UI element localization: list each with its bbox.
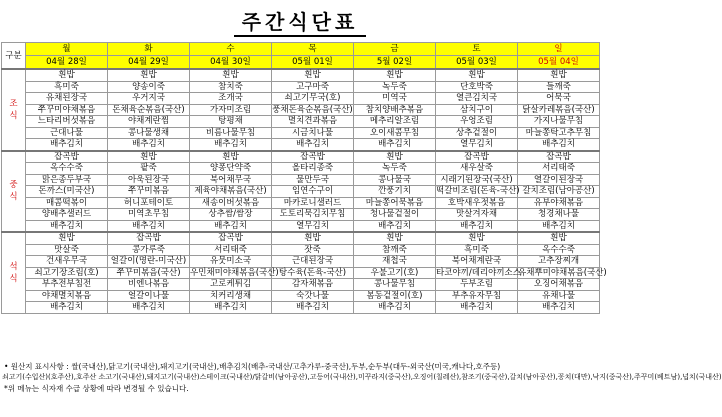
menu-item: 호박새우젓볶음 [436, 197, 518, 209]
menu-row [2, 256, 600, 268]
menu-item: 미역초무침 [108, 209, 190, 221]
menu-item: 감자채볶음 [272, 279, 354, 291]
menu-item: 흑미죽 [436, 244, 518, 256]
day-name: 화 [108, 43, 190, 56]
menu-item: 두부조림 [436, 279, 518, 291]
menu-item: 잡곡밥 [518, 151, 600, 163]
menu-item: 콩나물국 [354, 174, 436, 186]
menu-item: 팥죽 [108, 163, 190, 175]
menu-item: 청나물겉절이 [354, 209, 436, 221]
menu-row [2, 232, 600, 244]
menu-item: 배추김치 [436, 302, 518, 314]
page-title [0, 6, 600, 34]
menu-row [2, 69, 600, 81]
menu-item: 흰밥 [108, 69, 190, 81]
menu-row [2, 163, 600, 175]
menu-item: 조개국 [190, 93, 272, 105]
menu-item: 녹두죽 [354, 163, 436, 175]
menu-item: 야채계란찜 [108, 116, 190, 128]
menu-item: 매콤떡볶이 [26, 197, 108, 209]
menu-item: 쇠고기장조림(호) [26, 267, 108, 279]
menu-item: 옥수수죽 [518, 244, 600, 256]
menu-item: 쭈꾸미볶음(국산) [108, 267, 190, 279]
menu-item: 흰밥 [518, 69, 600, 81]
menu-item: 흰밥 [190, 69, 272, 81]
menu-item: 돈까스(미국산) [26, 186, 108, 198]
menu-item: 탕수육(돈육-국산) [272, 267, 354, 279]
menu-item: 메추리알조림 [354, 116, 436, 128]
menu-row [2, 116, 600, 128]
origin-note: • 원산지 표시사항 : 쌀(국내산),닭고기(국내산),돼지고기(국내산),배추김치(배추-국내산/고추가루-중국산),두부,순두부(대두-외국산(미국,캐나다,호주등) [4, 362, 501, 371]
menu-row [2, 302, 600, 314]
menu-item: 새송이버섯볶음 [190, 197, 272, 209]
menu-row [2, 174, 600, 186]
menu-item: 부추유자무침 [436, 290, 518, 302]
menu-item: 열무김치 [272, 220, 354, 232]
menu-item: 들깨죽 [518, 81, 600, 93]
menu-item: 배추김치 [436, 220, 518, 232]
day-date: 04월 28일 [26, 56, 108, 70]
menu-item: 배추김치 [26, 139, 108, 151]
menu-item: 북어채무국 [190, 174, 272, 186]
menu-row [2, 104, 600, 116]
menu-row [2, 139, 600, 151]
menu-item: 새우살죽 [436, 163, 518, 175]
menu-item: 마늘쫑어묵볶음 [354, 197, 436, 209]
menu-item: 흰밥 [272, 232, 354, 244]
menu-row [2, 186, 600, 198]
menu-item: 건새우무국 [26, 256, 108, 268]
meal-label-text: 조식 [9, 98, 18, 121]
menu-item: 서리태죽 [190, 244, 272, 256]
menu-item: 근대된장국 [272, 256, 354, 268]
menu-item: 배추김치 [190, 139, 272, 151]
menu-item: 양퐁단약죽 [190, 163, 272, 175]
weekly-menu-table [1, 42, 607, 314]
menu-row [2, 267, 600, 279]
menu-row [2, 197, 600, 209]
day-date: 05월 01일 [272, 56, 354, 70]
menu-item: 시금치나물 [272, 127, 354, 139]
menu-item: 흰밥 [108, 151, 190, 163]
menu-item: 치커리생채 [190, 290, 272, 302]
menu-item: 닭살카레볶음(국산) [518, 104, 600, 116]
menu-item: 우거지국 [108, 93, 190, 105]
day-date: 04월 29일 [108, 56, 190, 70]
menu-item: 흰밥 [436, 232, 518, 244]
meal-label [2, 69, 26, 151]
menu-item: 흰밥 [26, 69, 108, 81]
menu-item: 배추김치 [26, 220, 108, 232]
menu-item: 타코야끼/데리야끼소스 [436, 267, 521, 278]
menu-row [2, 127, 600, 139]
menu-item: 청경채나물 [518, 209, 600, 221]
menu-row [2, 220, 600, 232]
menu-item: 잡곡밥 [26, 151, 108, 163]
menu-item: 잡곡밥 [108, 232, 190, 244]
meal-label [2, 232, 26, 313]
menu-item: 봄동겉절이(호) [354, 290, 436, 302]
menu-item: 배추김치 [354, 302, 436, 314]
menu-item: 열갈이된장국 [518, 174, 600, 186]
menu-item: 숙갓나물 [272, 290, 354, 302]
day-date: 05월 03일 [436, 56, 518, 70]
menu-item: 흰밥 [354, 232, 436, 244]
menu-item: 얼갈이(명란-미국산) [108, 256, 190, 268]
menu-item: 양배추샐러드 [26, 209, 108, 221]
menu-item: 흰밥 [518, 232, 600, 244]
change-notice: *위 메뉴는 식자재 수급 상황에 따라 변경될 수 있습니다. [4, 384, 189, 393]
menu-item: 배추김치 [26, 302, 108, 314]
menu-item: 참깨죽 [354, 244, 436, 256]
menu-item: 근대나물 [26, 127, 108, 139]
menu-item: 콩가루죽 [108, 244, 190, 256]
menu-item: 열무김치 [436, 139, 518, 151]
day-date: 05월 04일 [518, 56, 600, 70]
menu-row [2, 244, 600, 256]
day-name: 일 [518, 43, 600, 56]
menu-item: 상추겉절이 [436, 127, 518, 139]
menu-item: 제육야채볶음(국산) [190, 186, 272, 198]
meal-label-text: 중식 [9, 180, 18, 203]
menu-item: 오징어채볶음 [518, 279, 600, 291]
date-row [2, 56, 600, 70]
menu-item: 임연수구이 [272, 186, 354, 198]
menu-item: 콩나물생채 [108, 127, 190, 139]
menu-item: 맛살겨자채 [436, 209, 518, 221]
menu-item: 흰밥 [354, 151, 436, 163]
menu-item: 어묵국 [518, 93, 600, 105]
menu-item: 흰밥 [26, 232, 108, 244]
menu-item: 마늘쫑탁고추무침 [518, 127, 600, 139]
menu-item: 배추김치 [272, 302, 354, 314]
menu-item: 배추김치 [354, 220, 436, 232]
menu-row [2, 290, 600, 302]
menu-item: 야채멸치볶음 [26, 290, 108, 302]
menu-item: 잡곡밥 [190, 232, 272, 244]
menu-item: 깐풍기치 [354, 186, 436, 198]
menu-item: 배추김치 [108, 139, 190, 151]
menu-item: 올타리종죽 [272, 163, 354, 175]
menu-item: 참치양배추볶음 [354, 104, 436, 116]
menu-item: 얼갈이나물 [108, 290, 190, 302]
menu-item: 배추김치 [190, 220, 272, 232]
menu-item: 서리태죽 [518, 163, 600, 175]
menu-item: 흰밥 [436, 69, 518, 81]
page-title-text: 주간식단표 [234, 10, 367, 37]
menu-item: 흰밥 [190, 151, 272, 163]
menu-item: 우엉조림 [436, 116, 518, 128]
menu-item: 가자미조림 [190, 104, 272, 116]
menu-item: 배추김치 [518, 220, 600, 232]
menu-item: 허니포테이토 [108, 197, 190, 209]
menu-item: 상추쌈/쌈장 [190, 209, 272, 221]
menu-item: 흰밥 [354, 69, 436, 81]
day-name-row [2, 43, 600, 56]
day-name: 금 [354, 43, 436, 56]
column-header-label: 구분 [2, 43, 26, 70]
menu-item: 유부야채볶음 [518, 197, 600, 209]
menu-item: 가지나물무침 [518, 116, 600, 128]
menu-item: 풍채돈육순볶음(국산) [272, 104, 353, 115]
menu-item: 배추김치 [354, 139, 436, 151]
menu-item: 쭈꾸미볶음 [108, 186, 190, 198]
notes-section [0, 361, 722, 394]
menu-item: 흰밥 [272, 69, 354, 81]
day-name: 토 [436, 43, 518, 56]
meal-label-text: 석식 [9, 261, 18, 284]
menu-item: 삼치구이 [436, 104, 518, 116]
menu-item: 흑미죽 [26, 81, 108, 93]
menu-item: 쭈꾸미야채볶음 [26, 104, 108, 116]
menu-item: 단호박죽 [436, 81, 518, 93]
menu-item: 멸치견과볶음 [272, 116, 354, 128]
menu-item: 도토리묵김치무침 [272, 209, 354, 221]
menu-item: 느타리버섯볶음 [26, 116, 108, 128]
menu-item: 아욱된장국 [108, 174, 190, 186]
menu-item: 떡갈비조림(돈육-국산) [436, 186, 520, 196]
menu-item: 마카로니샐러드 [272, 197, 354, 209]
menu-item: 미역국 [354, 93, 436, 105]
origin-detail-note: 쇠고기(수입산)(호주산),호주산 소고기(국내산),돼지고기(국내산)스테이크(국내산)/닭갈비(남아공산),고등어(국내산),미꾸라지(중국산),오징어(칠레산),참조기(중국산),갈치(남아공산),꽁치(대만),낙지(중국산),주꾸미(베트남),넙치(국내산) [2, 373, 722, 381]
menu-item: 유채된장국 [26, 93, 108, 105]
menu-item: 우민채미야채볶음(국산) [190, 267, 279, 278]
menu-item: 고로케튀김 [190, 279, 272, 291]
menu-item: 녹두죽 [354, 81, 436, 93]
menu-item: 잡곡밥 [272, 151, 354, 163]
menu-item: 배추김치 [108, 302, 190, 314]
menu-item: 물만두국 [272, 174, 354, 186]
menu-item: 오이새콤무침 [354, 127, 436, 139]
menu-row [2, 93, 600, 105]
day-name: 목 [272, 43, 354, 56]
menu-item: 열큰김치국 [436, 93, 518, 105]
menu-item: 고구마죽 [272, 81, 354, 93]
menu-item: 배추김치 [272, 139, 354, 151]
day-date: 5월 02일 [354, 56, 436, 70]
meal-label [2, 151, 26, 233]
menu-row [2, 81, 600, 93]
menu-item: 탕평채 [190, 116, 272, 128]
menu-item: 비름나물무침 [190, 127, 272, 139]
menu-item: 잣죽 [272, 244, 354, 256]
menu-item: 북어채계란국 [436, 256, 518, 268]
menu-item: 비엔나볶음 [108, 279, 190, 291]
menu-item: 배추김치 [190, 302, 272, 314]
menu-item: 갈치조림(남아공산) [518, 186, 600, 198]
day-name: 월 [26, 43, 108, 56]
menu-item: 우불고기(호) [354, 267, 436, 279]
menu-item: 참치죽 [190, 81, 272, 93]
menu-item: 재첩국 [354, 256, 436, 268]
day-name: 수 [190, 43, 272, 56]
menu-item: 맑은종두부국 [26, 174, 108, 186]
menu-item: 유채나물 [518, 290, 600, 302]
menu-item: 시래기된장국(국산) [436, 174, 518, 186]
menu-item: 배추김치 [518, 302, 600, 314]
menu-item: 배추김치 [108, 220, 190, 232]
menu-row [2, 279, 600, 291]
menu-item: 옥수수죽 [26, 163, 108, 175]
menu-item: 고추장찌개 [518, 256, 600, 268]
menu-item: 콩나물무침 [354, 279, 436, 291]
menu-item: 맛살죽 [26, 244, 108, 256]
day-date: 04월 30일 [190, 56, 272, 70]
menu-item: 쇠고기무국(호) [272, 93, 354, 105]
menu-item: 유채뿌미야채볶음(국산) [518, 267, 607, 278]
menu-item: 잡곡밥 [436, 151, 518, 163]
menu-row [2, 209, 600, 221]
menu-item: 유뭇미소국 [190, 256, 272, 268]
menu-item: 부추전부침전 [26, 279, 108, 291]
menu-item: 돈채육순볶음(국산) [108, 104, 190, 116]
menu-item: 양송이죽 [108, 81, 190, 93]
menu-item: 배추김치 [518, 139, 600, 151]
menu-row [2, 151, 600, 163]
